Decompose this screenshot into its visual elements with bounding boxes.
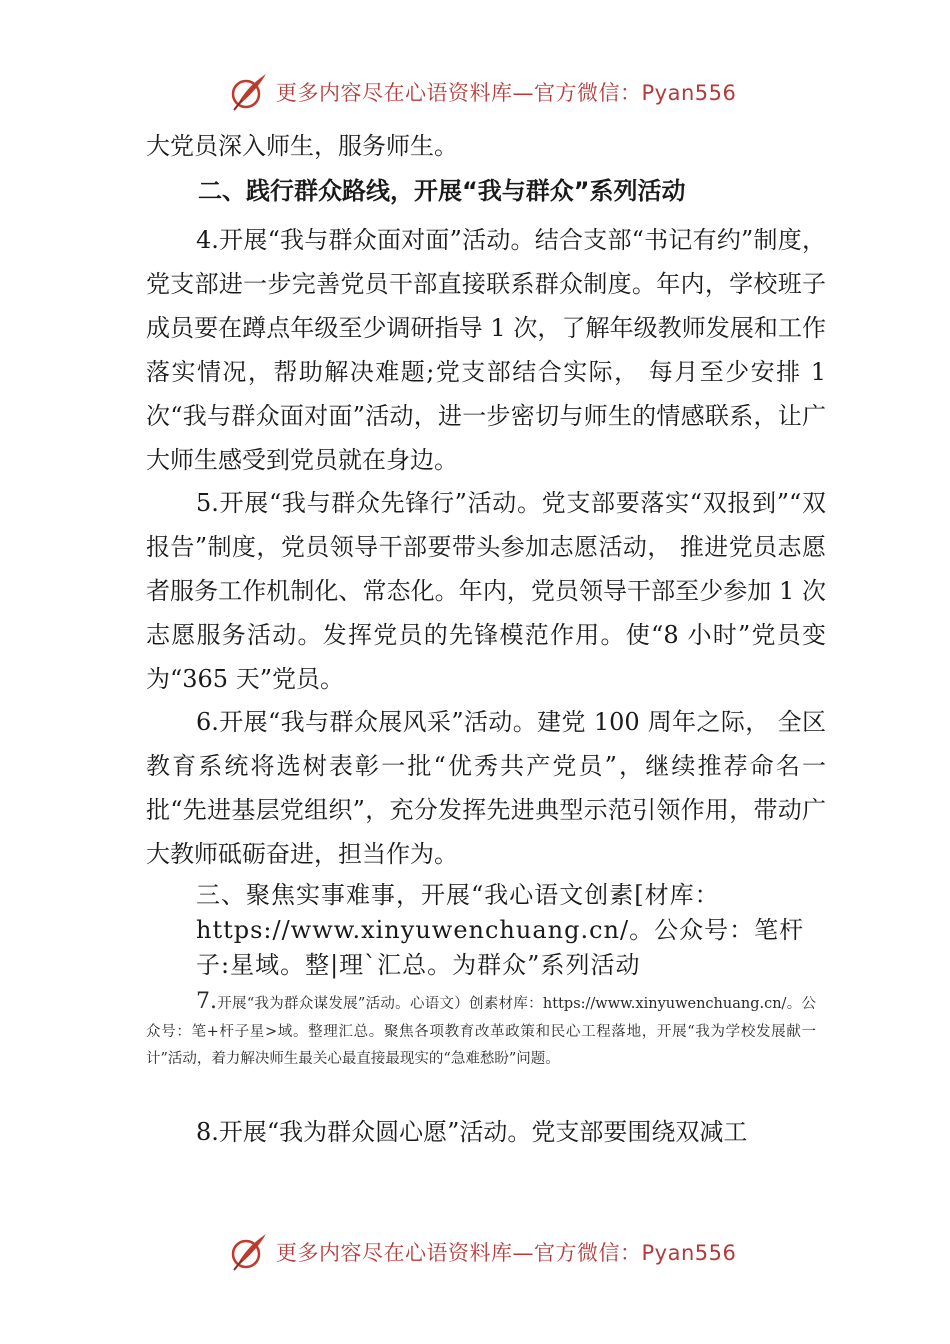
paragraph-item-8: 8.开展“我为群众圆心愿”活动。党支部要围绕双减工 — [196, 1118, 748, 1146]
section-heading-2: 二、践行群众路线，开展“我与群众”系列活动 — [198, 177, 686, 205]
paragraph-item-7 — [146, 988, 816, 1074]
item-7-number: 7. — [196, 989, 217, 1014]
quill-logo-icon — [226, 1230, 270, 1274]
paragraph-continuation: 大党员深入师生，服务师生。 — [146, 132, 458, 160]
watermark-banner-bottom — [226, 1230, 746, 1274]
watermark-text: 更多内容尽在心语资料库—官方微信：Pyan556 — [276, 1241, 737, 1265]
paragraph-item-6: 6.开展“我与群众展风采”活动。建党 100 周年之际， 全区教育系统将选树表彰一批“优秀共产党员”，继续推荐命名一批“先进基层党组织”，充分发挥先进典型示范引领作用，带动广大教师砥砺奋进，担当作为。 — [146, 708, 826, 868]
watermark-banner-top — [226, 70, 746, 114]
quill-logo-icon — [226, 70, 270, 114]
section-heading-3: 三、聚焦实事难事，开展“我心语文创素[材库：https://www.xinyuwenchuang.cn/。公众号：笔杆子:星域。整|理`汇总。为群众”系列活动 — [196, 881, 805, 979]
paragraph-item-4: 4.开展“我与群众面对面”活动。结合支部“书记有约”制度，党支部进一步完善党员干部直接联系群众制度。年内，学校班子成员要在蹲点年级至少调研指导 1 次，了解年级教师发展和工作落实情况，帮助解决难题;党支部结合实际， 每月至少安排 1 次“我与群众面对面”活动，进一步密切与师生的情感联系，让广大师生感受到党员就在身边。 — [146, 226, 826, 474]
paragraph-item-5: 5.开展“我与群众先锋行”活动。党支部要落实“双报到”“双报告”制度，党员领导干部要带头参加志愿活动， 推进党员志愿者服务工作机制化、常态化。年内，党员领导干部至少参加 1 次志愿服务活动。发挥党员的先锋模范作用。使“8 小时”党员变为“365 天”党员。 — [146, 489, 826, 693]
item-7-text: 开展“我为群众谋发展”活动。心语文）创素材库：https://www.xinyuwenchuang.cn/。公众号：笔+杆子星>域。整理汇总。聚焦各项教育改革政策和民心工程落地，开展“我为学校发展献一计”活动，着力解决师生最关心最直接最现实的“急难愁盼”问题。 — [146, 996, 816, 1067]
watermark-text: 更多内容尽在心语资料库—官方微信：Pyan556 — [276, 81, 737, 105]
